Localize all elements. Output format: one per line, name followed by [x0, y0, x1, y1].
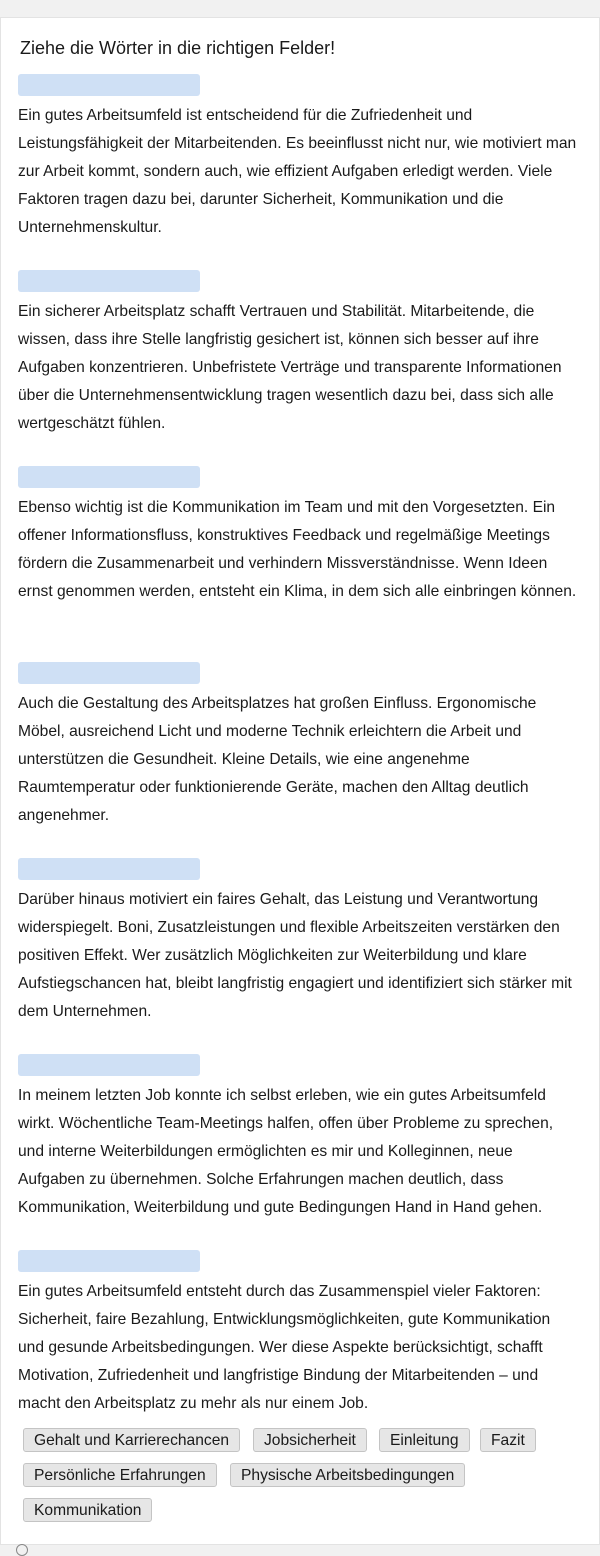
word-chip-erfahrungen[interactable]: Persönliche Erfahrungen	[23, 1463, 217, 1487]
word-chip-kommunikation[interactable]: Kommunikation	[23, 1498, 152, 1522]
exercise-card	[0, 17, 600, 1545]
drop-field-5[interactable]	[18, 858, 200, 880]
word-chip-fazit[interactable]: Fazit	[480, 1428, 536, 1452]
word-chip-physische[interactable]: Physische Arbeitsbedingungen	[230, 1463, 465, 1487]
drop-field-3[interactable]	[18, 466, 200, 488]
section-4-text: Auch die Gestaltung des Arbeitsplatzes hat großen Einfluss. Ergonomische Möbel, ausreichend Licht und moderne Technik erleichtern die Arbeit und unterstützen die Gesundheit. Kleine Details, wie eine angenehme Raumtemperatur oder funktionierende Geräte, machen den Alltag deutlich angenehmer.	[18, 695, 537, 824]
drop-field-1[interactable]	[18, 74, 200, 96]
section-3	[18, 466, 578, 606]
section-7-text: Ein gutes Arbeitsumfeld entsteht durch das Zusammenspiel vieler Faktoren: Sicherheit, faire Bezahlung, Entwicklungsmöglichkeiten, gute Kommunikation und gesunde Arbeitsbedingungen. Wer diese Aspekte berücksichtigt, schafft Motivation, Zufriedenheit und langfristige Bindung der Mitarbeitenden – und macht den Arbeitsplatz zu mehr als nur einem Job.	[18, 1283, 551, 1412]
word-chip-gehalt[interactable]: Gehalt und Karrierechancen	[23, 1428, 240, 1452]
exercise-title: Ziehe die Wörter in die richtigen Felder!	[20, 38, 336, 58]
section-2	[18, 270, 578, 438]
section-6	[18, 1054, 578, 1222]
section-5	[18, 858, 578, 1026]
drop-field-7[interactable]	[18, 1250, 200, 1272]
section-2-text: Ein sicherer Arbeitsplatz schafft Vertrauen und Stabilität. Mitarbeitende, die wissen, dass ihre Stelle langfristig gesichert ist, können sich besser auf ihre Aufgaben konzentrieren. Unbefristete Verträge und transparente Informationen über die Unternehmensentwicklung tragen wesentlich dazu bei, dass sich alle wertgeschätzt fühlen.	[18, 303, 562, 432]
section-1-text: Ein gutes Arbeitsumfeld ist entscheidend für die Zufriedenheit und Leistungsfähigkeit der Mitarbeitenden. Es beeinflusst nicht nur, wie motiviert man zur Arbeit kommt, sondern auch, wie effizient Aufgaben erledigt werden. Viele Faktoren tragen dazu bei, darunter Sicherheit, Kommunikation und die Unternehmenskultur.	[18, 107, 577, 236]
section-7	[18, 1250, 578, 1418]
scroll-indicator-icon	[16, 1544, 28, 1556]
section-5-text: Darüber hinaus motiviert ein faires Gehalt, das Leistung und Verantwortung widerspiegelt. Boni, Zusatzleistungen und flexible Arbeitszeiten verstärken den positiven Effekt. Wer zusätzlich Möglichkeiten zur Weiterbildung und klare Aufstiegschancen hat, bleibt langfristig engagiert und identifiziert sich stärker mit dem Unternehmen.	[18, 891, 572, 1020]
section-3-text: Ebenso wichtig ist die Kommunikation im Team und mit den Vorgesetzten. Ein offener Informationsfluss, konstruktives Feedback und regelmäßige Meetings fördern die Zusammenarbeit und verhindern Missverständnisse. Wenn Ideen ernst genommen werden, entsteht ein Klima, in dem sich alle einbringen können.	[18, 499, 577, 600]
word-chip-einleitung[interactable]: Einleitung	[379, 1428, 470, 1452]
section-6-text: In meinem letzten Job konnte ich selbst erleben, wie ein gutes Arbeitsumfeld wirkt. Wöchentliche Team-Meetings halfen, offen über Probleme zu sprechen, und interne Weiterbildungen ermöglichten es mir und Kolleginnen, neue Aufgaben zu übernehmen. Solche Erfahrungen machen deutlich, dass Kommunikation, Weiterbildung und gute Bedingungen Hand in Hand gehen.	[18, 1087, 554, 1216]
section-1	[18, 74, 578, 242]
drop-field-2[interactable]	[18, 270, 200, 292]
section-4	[18, 662, 578, 830]
drop-field-4[interactable]	[18, 662, 200, 684]
word-chip-jobsicherheit[interactable]: Jobsicherheit	[253, 1428, 367, 1452]
drop-field-6[interactable]	[18, 1054, 200, 1076]
